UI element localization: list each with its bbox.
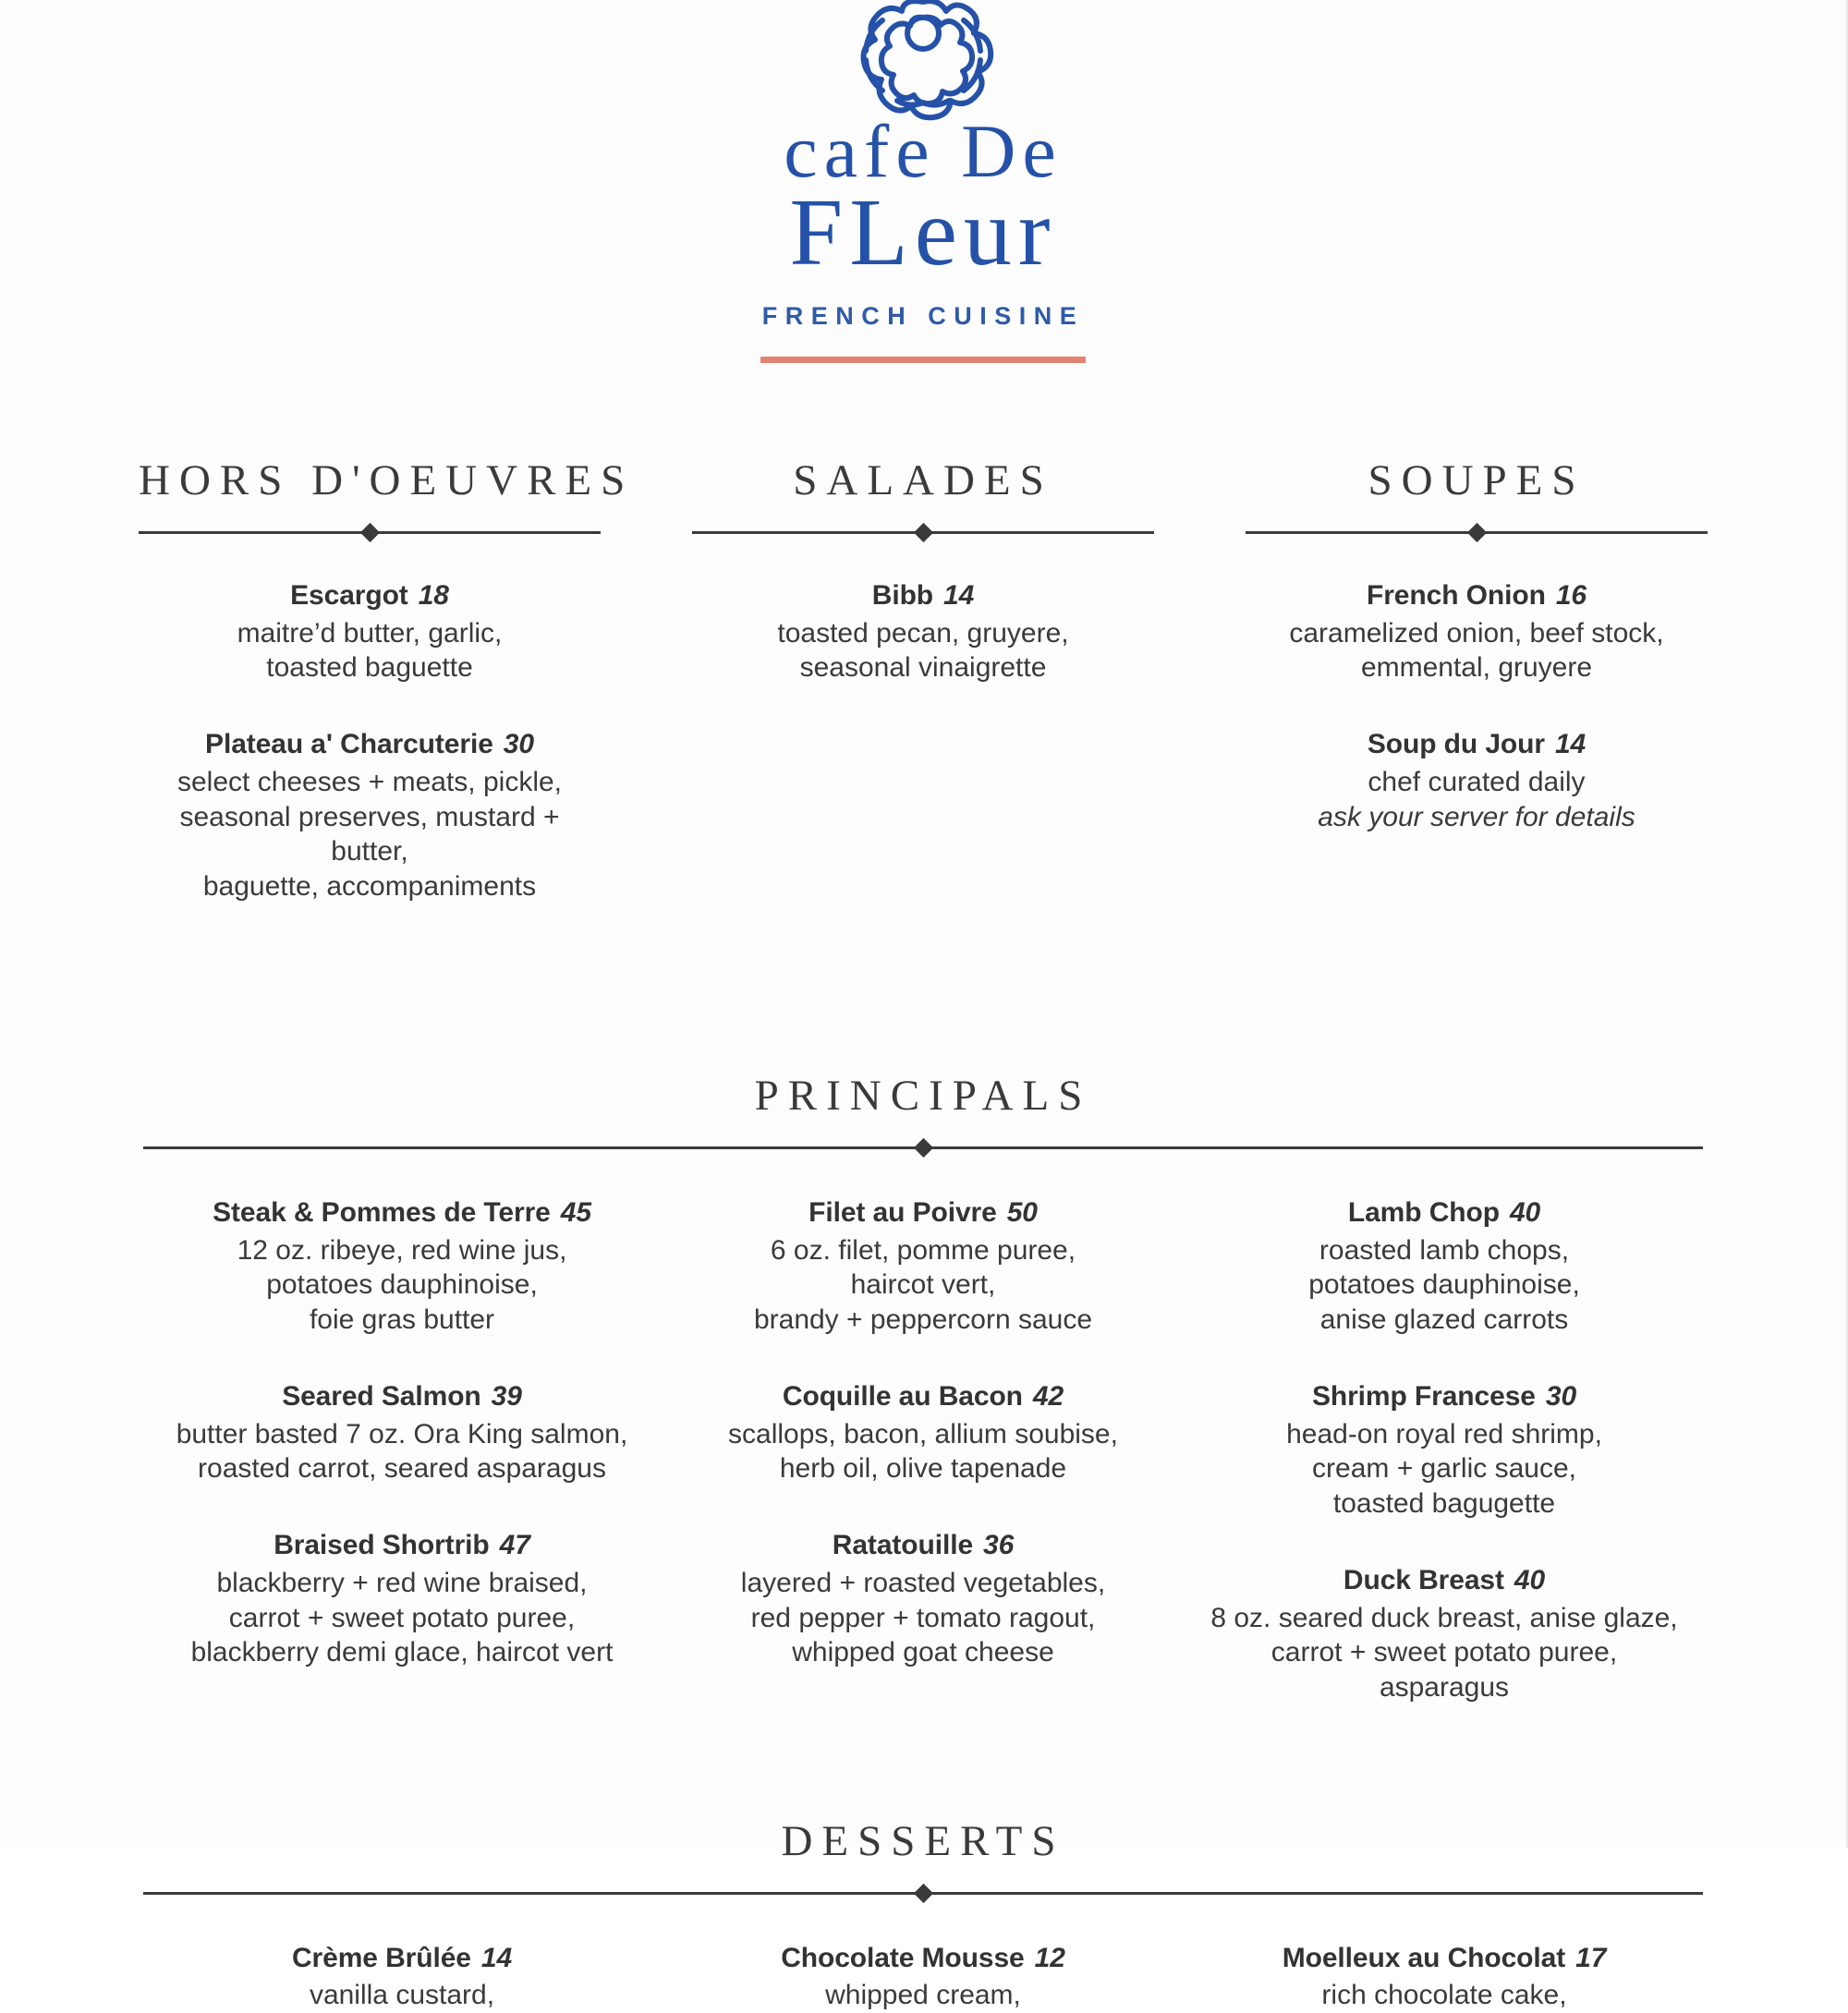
menu-item: [664, 1942, 1182, 2013]
menu-item: [1246, 579, 1708, 685]
menu-item-name: Crème Brûlée: [291, 1942, 471, 1973]
menu-item-description: head-on royal red shrimp, cream + garlic sauce, toasted bagugette: [1286, 1418, 1602, 1520]
menu-item-name: Escargot: [290, 579, 408, 611]
menu-item-price: 42: [1032, 1380, 1064, 1412]
menu-item-price: 18: [418, 579, 449, 611]
menu-item-heading: [1185, 1564, 1703, 1598]
menu-item-note: ask your server for details: [1318, 801, 1635, 832]
menu-item-description: toasted pecan, gruyere, seasonal vinaigrette: [777, 617, 1069, 684]
menu-item: [1185, 1196, 1703, 1338]
menu-item-description: caramelized onion, beef stock, emmental, gruyere: [1289, 617, 1664, 684]
menu-item-description: vanilla custard,: [309, 1980, 495, 2011]
menu-item-name: Plateau a' Charcuterie: [205, 729, 493, 760]
menu-item: [143, 1942, 661, 2013]
menu-item-price: 47: [499, 1530, 530, 1561]
principals-column: [1185, 1196, 1703, 1705]
section-salades: [692, 455, 1154, 904]
menu-item-heading: [143, 1942, 661, 1976]
section-items: [1246, 579, 1708, 834]
menu-item-price: 40: [1514, 1564, 1546, 1595]
menu-item-heading: [664, 1529, 1182, 1563]
menu-item-description: chef curated daily: [1368, 766, 1586, 797]
menu-item-name: Seared Salmon: [282, 1380, 481, 1412]
menu-item-name: Steak & Pommes de Terre: [213, 1196, 551, 1228]
menu-item-description: layered + roasted vegetables, red pepper + tomato ragout, whipped goat cheese: [740, 1567, 1106, 1668]
desserts-column: [1185, 1942, 1703, 2013]
menu-item-description: blackberry + red wine braised, carrot + sweet potato puree, blackberry demi glace, haircot vert: [190, 1567, 614, 1668]
menu-item-price: 17: [1575, 1942, 1607, 1973]
menu-item: [1185, 1942, 1703, 2013]
section-soupes: [1246, 455, 1708, 904]
menu-item: [1185, 1564, 1703, 1705]
menu-item-price: 16: [1555, 579, 1587, 611]
section-divider: [139, 526, 601, 540]
menu-item: [1185, 1380, 1703, 1522]
menu-item: [143, 1380, 661, 1486]
brand-subtitle: FRENCH CUISINE: [761, 301, 1085, 330]
section-title: PRINCIPALS: [754, 1071, 1092, 1120]
menu-item-price: 14: [480, 1942, 513, 1973]
menu-item-name: Shrimp Francese: [1311, 1380, 1536, 1412]
section-title: SALADES: [793, 455, 1053, 504]
menu-item-name: Moelleux au Chocolat: [1282, 1942, 1566, 1973]
menu-item-price: 36: [983, 1530, 1015, 1561]
brand-header: [0, 0, 1846, 363]
brand-name-line-1: cafe De: [784, 109, 1063, 193]
menu-item: [664, 1380, 1182, 1486]
menu-item: [143, 1529, 661, 1670]
section-items: [692, 579, 1154, 685]
menu-item-description: 8 oz. seared duck breast, anise glaze, carrot + sweet potato puree, asparagus: [1210, 1602, 1678, 1704]
brand-accent-rule: [760, 357, 1086, 363]
menu-item-name: Ratatouille: [832, 1530, 974, 1561]
menu-item-heading: [1185, 1380, 1703, 1414]
brand-name-line-2: FLeur: [789, 179, 1057, 286]
menu-item-heading: [1185, 1196, 1703, 1231]
menu-item-heading: [1185, 1942, 1703, 1976]
section-principals: [0, 1071, 1846, 1705]
menu-item-price: 12: [1034, 1942, 1065, 1973]
menu-item-name: Soup du Jour: [1367, 729, 1545, 760]
section-title: SOUPES: [1368, 455, 1586, 504]
menu-item-price: 39: [491, 1380, 522, 1412]
desserts-column: [664, 1942, 1182, 2013]
principals-columns: [143, 1196, 1703, 1705]
menu-item-name: Coquille au Bacon: [782, 1380, 1023, 1412]
menu-item-price: 50: [1006, 1196, 1038, 1228]
desserts-column: [143, 1942, 661, 2013]
menu-item: [664, 1196, 1182, 1338]
menu-item: [664, 1529, 1182, 1670]
menu-item-heading: [143, 1380, 661, 1414]
menu-item: [139, 579, 601, 685]
menu-item-description: whipped cream,: [825, 1980, 1021, 2011]
menu-item-description: maitre’d butter, garlic, toasted baguette: [237, 617, 503, 684]
section-divider: [692, 526, 1154, 540]
menu-item-heading: [143, 1529, 661, 1563]
menu-item-description: 6 oz. filet, pomme puree, haircot vert, brandy + peppercorn sauce: [753, 1234, 1093, 1336]
menu-item-heading: [139, 579, 601, 613]
top-sections: [0, 455, 1846, 904]
menu-item-name: Braised Shortrib: [274, 1530, 490, 1561]
menu-item-price: 14: [1554, 729, 1587, 760]
menu-item-description: select cheeses + meats, pickle, seasonal preserves, mustard + butter, baguette, accompaniments: [176, 766, 563, 903]
section-divider: [1246, 526, 1708, 540]
menu-item-name: French Onion: [1367, 579, 1546, 611]
section-divider: [143, 1886, 1703, 1901]
menu-item-description: scallops, bacon, allium soubise, herb oil, olive tapenade: [728, 1418, 1118, 1485]
principals-column: [143, 1196, 661, 1705]
menu-item-heading: [664, 1196, 1182, 1231]
menu-item-price: 14: [943, 579, 975, 611]
section-hors-doeuvres: [139, 455, 635, 904]
menu-item-heading: [664, 1380, 1182, 1414]
section-title: DESSERTS: [781, 1816, 1065, 1865]
section-title: HORS D'OEUVRES: [139, 455, 635, 504]
menu-item-heading: [1246, 579, 1708, 613]
menu-item-price: 30: [503, 729, 534, 760]
menu-item-price: 30: [1545, 1380, 1577, 1412]
menu-item-name: Duck Breast: [1343, 1564, 1504, 1595]
principals-column: [664, 1196, 1182, 1705]
menu-item: [143, 1196, 661, 1338]
menu-item-name: Bibb: [871, 579, 934, 611]
menu-item: [1246, 728, 1708, 834]
menu-item-description: rich chocolate cake,: [1321, 1980, 1567, 2011]
menu-item: [139, 728, 601, 904]
menu-item-heading: [143, 1196, 661, 1231]
menu-item-heading: [664, 1942, 1182, 1976]
section-items: [139, 579, 601, 904]
menu-item-name: Filet au Poivre: [808, 1196, 997, 1228]
menu-item-price: 40: [1509, 1196, 1541, 1228]
menu-item-description: 12 oz. ribeye, red wine jus, potatoes dauphinoise, foie gras butter: [237, 1234, 567, 1336]
menu-item-name: Lamb Chop: [1347, 1196, 1500, 1228]
desserts-columns: [143, 1942, 1703, 2013]
flower-rosette-icon: [794, 0, 1052, 116]
menu-item-price: 45: [560, 1196, 591, 1228]
section-desserts: [0, 1816, 1846, 2013]
menu-item-name: Chocolate Mousse: [781, 1942, 1025, 1973]
section-divider: [143, 1141, 1703, 1156]
menu-item-description: butter basted 7 oz. Ora King salmon, roasted carrot, seared asparagus: [176, 1418, 628, 1485]
menu-item-heading: [1246, 728, 1708, 762]
menu-item-heading: [692, 579, 1154, 613]
menu-item-heading: [139, 728, 601, 762]
brand-wordmark: [784, 109, 1063, 286]
menu-item: [692, 579, 1154, 685]
menu-item-description: roasted lamb chops, potatoes dauphinoise, anise glazed carrots: [1308, 1234, 1580, 1336]
